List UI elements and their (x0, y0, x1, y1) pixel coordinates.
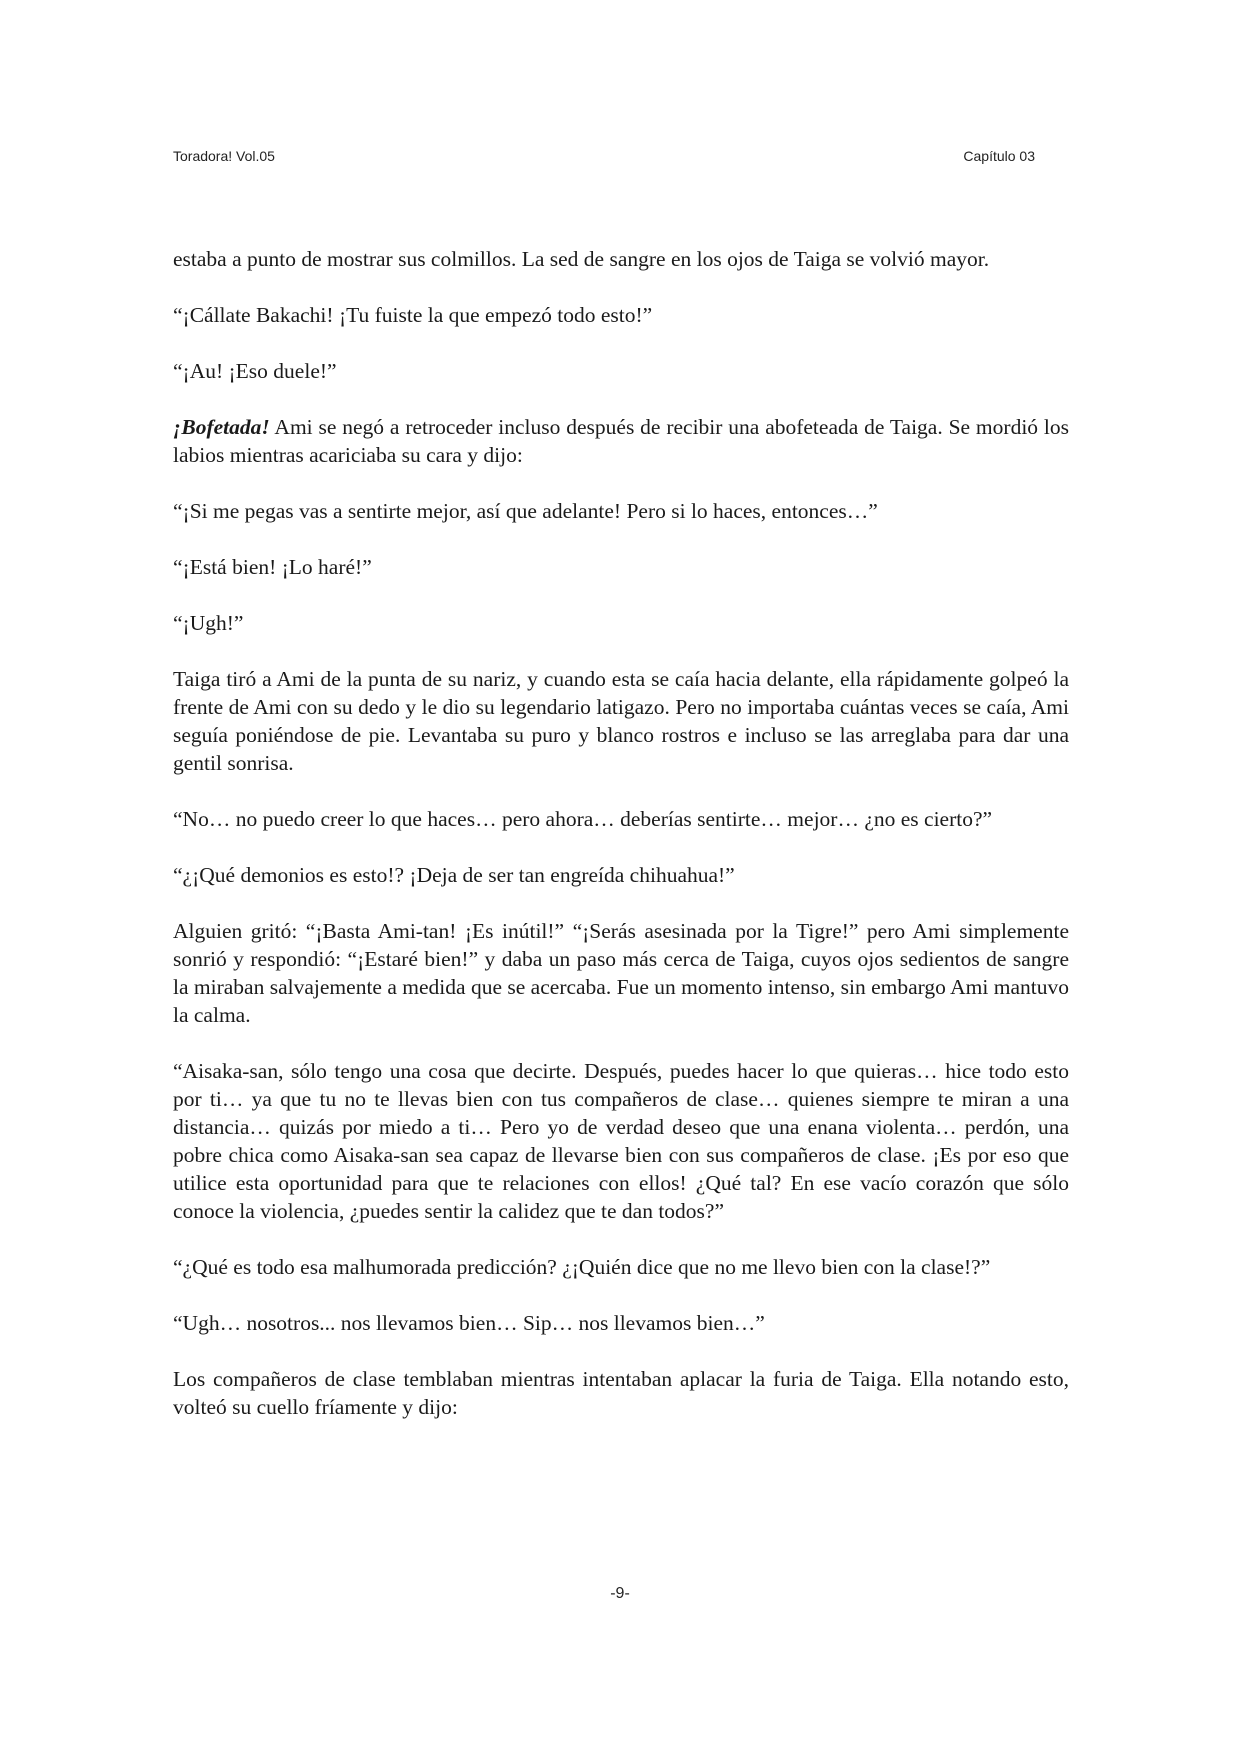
paragraph: “Ugh… nosotros... nos llevamos bien… Sip… nos llevamos bien…” (173, 1311, 765, 1335)
paragraph: “¡Cállate Bakachi! ¡Tu fuiste la que empezó todo esto!” (173, 303, 653, 327)
header-book-title: Toradora! Vol.05 (173, 148, 275, 164)
paragraph: “¡Si me pegas vas a sentirte mejor, así que adelante! Pero si lo haces, entonces…” (173, 499, 878, 523)
paragraph: “No… no puedo creer lo que haces… pero ahora… deberías sentirte… mejor… ¿no es cierto?” (173, 807, 993, 831)
header-chapter: Capítulo 03 (963, 148, 1035, 164)
paragraph: Los compañeros de clase temblaban mientras intentaban aplacar la furia de Taiga. Ella notando esto, volteó su cuello fríamente y dijo: (173, 1367, 1069, 1419)
paragraph: “¿¡Qué demonios es esto!? ¡Deja de ser tan engreída chihuahua!” (173, 863, 735, 887)
paragraph: estaba a punto de mostrar sus colmillos. La sed de sangre en los ojos de Taiga se volvió mayor. (173, 247, 990, 271)
paragraph: Alguien gritó: “¡Basta Ami-tan! ¡Es inútil!” “¡Serás asesinada por la Tigre!” pero Ami simplemente sonrió y respondió: “¡Estaré bien!” y daba un paso más cerca de Taiga, cuyos ojos sedientos de sangre la miraban salvajemente a medida que se acercaba. Fue un momento intenso, sin embargo Ami mantuvo la calma. (173, 919, 1069, 1027)
paragraph: “¡Au! ¡Eso duele!” (173, 359, 337, 383)
page-number: -9- (610, 1585, 630, 1602)
paragraph: Taiga tiró a Ami de la punta de su nariz, y cuando esta se caía hacia delante, ella rápidamente golpeó la frente de Ami con su dedo y le dio su legendario latigazo. Pero no importaba cuántas veces se caía, Ami seguía poniéndose de pie. Levantaba su puro y blanco rostros e incluso se las arreglaba para dar una gentil sonrisa. (173, 667, 1069, 775)
emphasis-text: ¡Bofetada! (173, 415, 270, 439)
paragraph: “¡Ugh!” (173, 611, 244, 635)
paragraph (173, 413, 1069, 469)
paragraph: “¿Qué es todo esa malhumorada predicción? ¿¡Quién dice que no me llevo bien con la clase!?” (173, 1255, 991, 1279)
paragraph: “Aisaka-san, sólo tengo una cosa que decirte. Después, puedes hacer lo que quieras… hice todo esto por ti… ya que tu no te llevas bien con tus compañeros de clase… quienes siempre te miran a una distancia… quizás por miedo a ti… Pero yo de verdad deseo que una enana violenta… perdón, una pobre chica como Aisaka-san sea capaz de llevarse bien con sus compañeros de clase. ¡Es por eso que utilice esta oportunidad para que te relaciones con ellos! ¿Qué tal? En ese vacío corazón que sólo conoce la violencia, ¿puedes sentir la calidez que te dan todos?” (173, 1059, 1069, 1223)
paragraph-text: Ami se negó a retroceder incluso después de recibir una abofeteada de Taiga. Se mordió los labios mientras acariciaba su cara y dijo: (173, 415, 1069, 467)
paragraph: “¡Está bien! ¡Lo haré!” (173, 555, 372, 579)
body-text (173, 245, 1069, 1449)
